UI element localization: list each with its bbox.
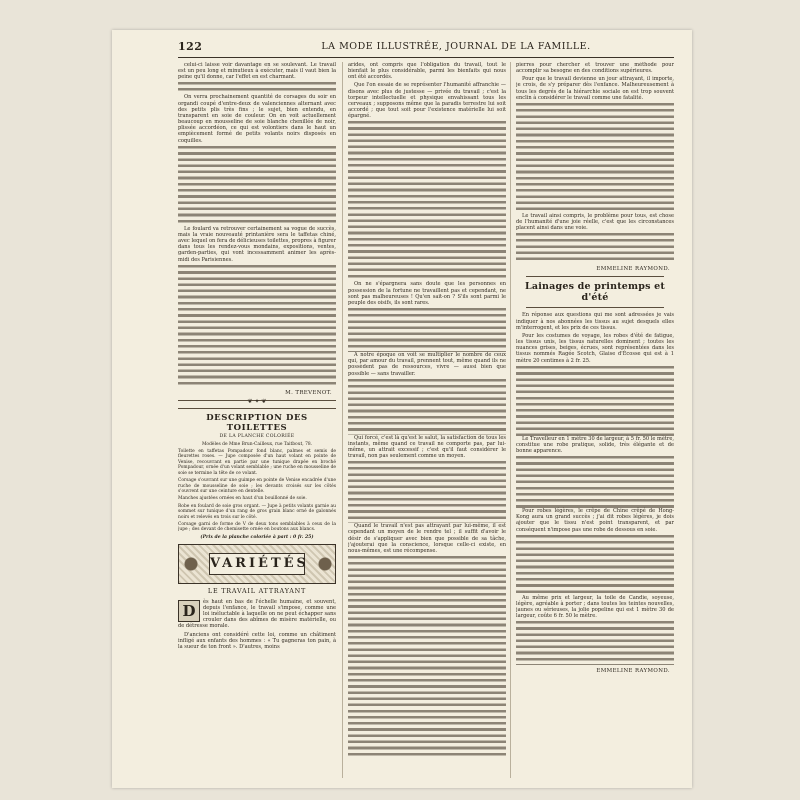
text-lines — [516, 366, 674, 436]
paragraph: En réponse aux questions qui me sont adressées je vais indiquer à nos abonnées les tissus au sujet desquels elles m'interrogent, et les prix de ces tissus. — [516, 312, 674, 331]
column-divider — [510, 62, 511, 778]
column-middle — [348, 62, 506, 778]
paragraph: Le Travelleur en 1 mètre 30 de largeur, à 5 fr. 50 le mètre, constitue une robe pratique, solide, très élégante et de bonne apparence. — [516, 435, 674, 454]
paragraph: Pour robes légères, le crêpe de Chine crêpé de Hong-Kong aura un grand succès ; j'ai dit robes légères, je dois ajouter que le tissu n'est point transparent, et par conséquent n'impose pas une robe de dessous en soie. — [516, 508, 674, 533]
paragraph: ès haut en bas de l'échelle humaine, et souvent, depuis l'enfance, le travail s'impose, comme une loi inéluctable à laquelle on ne peut échapper sans crouler dans des abîmes de misère matérielle, ou de détresse morale. — [178, 598, 336, 630]
paragraph: A notre époque on voit se multiplier le nombre de ceux qui, par amour du travail, prennent tout, même quand ils ne possèdent pas de ressources, vivre — aussi bien que possible — sans travailler. — [348, 352, 506, 377]
column-divider — [342, 62, 343, 778]
description-text: Manches ajustées ornées en haut d'un bouillonné de soie. — [178, 496, 307, 502]
paragraph: Quand le travail n'est pas attrayant par lui-même, il est cependant un moyen de le rendre tel ; il suffit d'avoir le désir de s'appliquer avec bien que possible de sa tâche, j'ajouterai que la conscience, lorsque celle-ci existe, en nous-mêmes, est une récompense. — [348, 523, 506, 554]
paragraph: Pour que le travail devienne un jour attrayant, il importe, je crois, de s'y préparer dès l'enfance. Malheureusement à tous les degrés de la hiérarchie sociale on est trop souvent enclin à considérer le travail comme une fatalité. — [516, 76, 674, 101]
column-left — [178, 62, 336, 778]
text-lines — [178, 146, 336, 226]
drop-cap: D — [178, 600, 200, 622]
text-lines — [348, 556, 506, 756]
description-text: Corsage garni de forme de V de deux tons semblables à ceux de la jupe ; des devant de chemisette ornée en boutons aux blancs. — [178, 521, 336, 533]
description-text: Corsage s'ouvrant sur une guimpe en pointe de Venise encadrée d'une ruche de mousseline de soie ; les devants croisés sur les côtés s'ouvrent sur une ceinture en dentelle. — [178, 478, 336, 494]
paragraph: On ne s'épargnera sans doute que les personnes en possession de la fortune ne travaillent pas et cependant, ne sont pas malheureuses ! Qu'en sait-on ? S'ils sont parmi le peuple des oisifs, ils sont rares. — [348, 281, 506, 306]
text-lines — [348, 379, 506, 435]
header-rule — [178, 57, 674, 58]
article-title: LE TRAVAIL ATTRAYANT — [207, 586, 307, 595]
description-text: Robe en foulard de soie gros organt. — Jupe à petits volants garnie au sommet sur tunique d'un rang de gros grain blanc orné de galonnés noirs et relevés en trois sur le côté. — [178, 503, 336, 520]
paragraph: On verra prochainement quantité de corsages du soir en organdi coupé d'entre-deux de valenciennes alternant avec des petits plis très fins ; le sujet, bien entendu, en transparent en soie de couleur. On en voit actuellement beaucoup en mousseline de soie blanche chenillée de noir, plissée accordéon, ce qui est volontiers dans le haut un empiècement formé de petits volants noirs disposés en coquilles. — [178, 94, 336, 144]
text-lines — [516, 456, 674, 508]
signature: EMMELINE RAYMOND. — [596, 266, 670, 273]
paragraph: Qui forcé, c'est là qu'est le salut, la satisfaction de tous les instants, même quand ce travail ne comporte pas, par lui-même, un attrait excessif ; c'est qu'il faut considérer le travail, non pas seulement comme un moyen. — [348, 434, 506, 460]
credit-line: Modèles de Mme Brun-Cailleux, rue Taitbout, 78. — [201, 441, 313, 447]
signature: M. TREVENOT. — [285, 389, 332, 396]
article-body — [178, 599, 336, 650]
price-note: (Prix de la planche coloriée à part : 0 fr. 25) — [200, 534, 314, 540]
divider — [526, 307, 664, 308]
paragraph: Que l'on essaie de se représenter l'humanité affranchie — disons avec plus de justesse — privée du travail ; c'est la torpeur intellectuelle et physique envahissant tous les cerveaux ; supposons même que la paradis terrestre lui soit accordé ; que tout soit pour l'existence matérielle lui soit épargné. — [348, 82, 506, 120]
page-number: 122 — [178, 40, 203, 53]
varietes-banner — [178, 544, 336, 584]
paragraph: Le travail ainsi compris, le problème pour tous, est chose de l'humanité d'une joie réelle, c'est que les circonstances placent ainsi dans une voie. — [516, 212, 674, 232]
newspaper-page — [112, 30, 692, 788]
text-lines — [348, 308, 506, 352]
divider — [526, 276, 664, 277]
banner-title: VARIÉTÉS — [209, 553, 305, 575]
text-lines — [516, 535, 674, 595]
text-lines — [178, 82, 336, 94]
paragraph: Pour les costumes de voyage, les robes d'été de fatigue, les tissus unis, les tissus naturelles dominent ; toutes les nuances grises, beiges, écrues, sont représentées dans les tissus nommés Ragée Scotch, Glaise d'Écosse qui est à 1 mètre 20 centimes à 2 fr. 25. — [516, 332, 674, 364]
ornament-divider — [178, 400, 336, 409]
text-lines — [516, 103, 674, 213]
section-subtitle: DE LA PLANCHE COLORIÉE — [219, 433, 295, 439]
paragraph: Au même prix et largeur, la toile de Candie, soyeuse, légère, agréable à porter ; dans toutes les teintes nouvelles, jaunes ou sérieuses, la jolie popeline qui est 1 mètre 30 de largeur, coûte 6 fr. 50 le mètre. — [516, 594, 674, 620]
section-title: Lainages de printemps et d'été — [524, 281, 666, 304]
paragraph: Le foulard va retrouver certainement sa vogue de succès, mais la vraie nouveauté printanière sera le taffetas chiné, avec lequel on fera de délicieuses toilettes, propres à figurer dans tous les rendez-vous mondains, expositions, ventes, garden-parties, qui vont incessamment animer les après-midi des Parisiennes. — [178, 225, 336, 263]
paragraph: celui-ci laisse voir davantage en se soulevant. Le travail est un peu long et minutieux à exécuter, mais il vaut bien la peine qu'il donne, car l'effet en est charmant. — [178, 62, 336, 81]
paragraph: D'anciens ont considéré cette loi, comme un châtiment infligé aux enfants des hommes : « Tu gagneras ton pain, à la sueur de ton front ». D'autres, moins — [178, 631, 336, 650]
text-lines — [516, 233, 674, 263]
paragraph: pierres pour chercher et trouver une méthode pour accomplir sa besogne en des conditions supérieures. — [516, 62, 674, 75]
section-title: DESCRIPTION DES TOILETTES — [206, 412, 308, 433]
text-lines — [348, 461, 506, 523]
page-header — [178, 40, 674, 54]
column-right — [516, 62, 674, 778]
running-title: LA MODE ILLUSTRÉE, JOURNAL DE LA FAMILLE. — [321, 41, 591, 52]
signature: EMMELINE RAYMOND. — [596, 668, 670, 675]
paragraph: arides, ont compris que l'obligation du travail, tout le bienfait le plus considérable, parmi les bienfaits qui nous ont été accordés. — [348, 62, 506, 81]
description-text: Toilette en taffetas Pompadour fond blanc, palmes et semis de fleurettes roses. — Jupe composée d'un haut volant en pointe de Venise, recouvrant en partie par une tunique drapée en broché Pompadour, ornée d'un volant semblable ; une ruche en mousseline de soie se termine la tête de ce volant. — [178, 449, 336, 476]
text-lines — [516, 621, 674, 665]
text-lines — [348, 121, 506, 281]
text-lines — [178, 265, 336, 387]
